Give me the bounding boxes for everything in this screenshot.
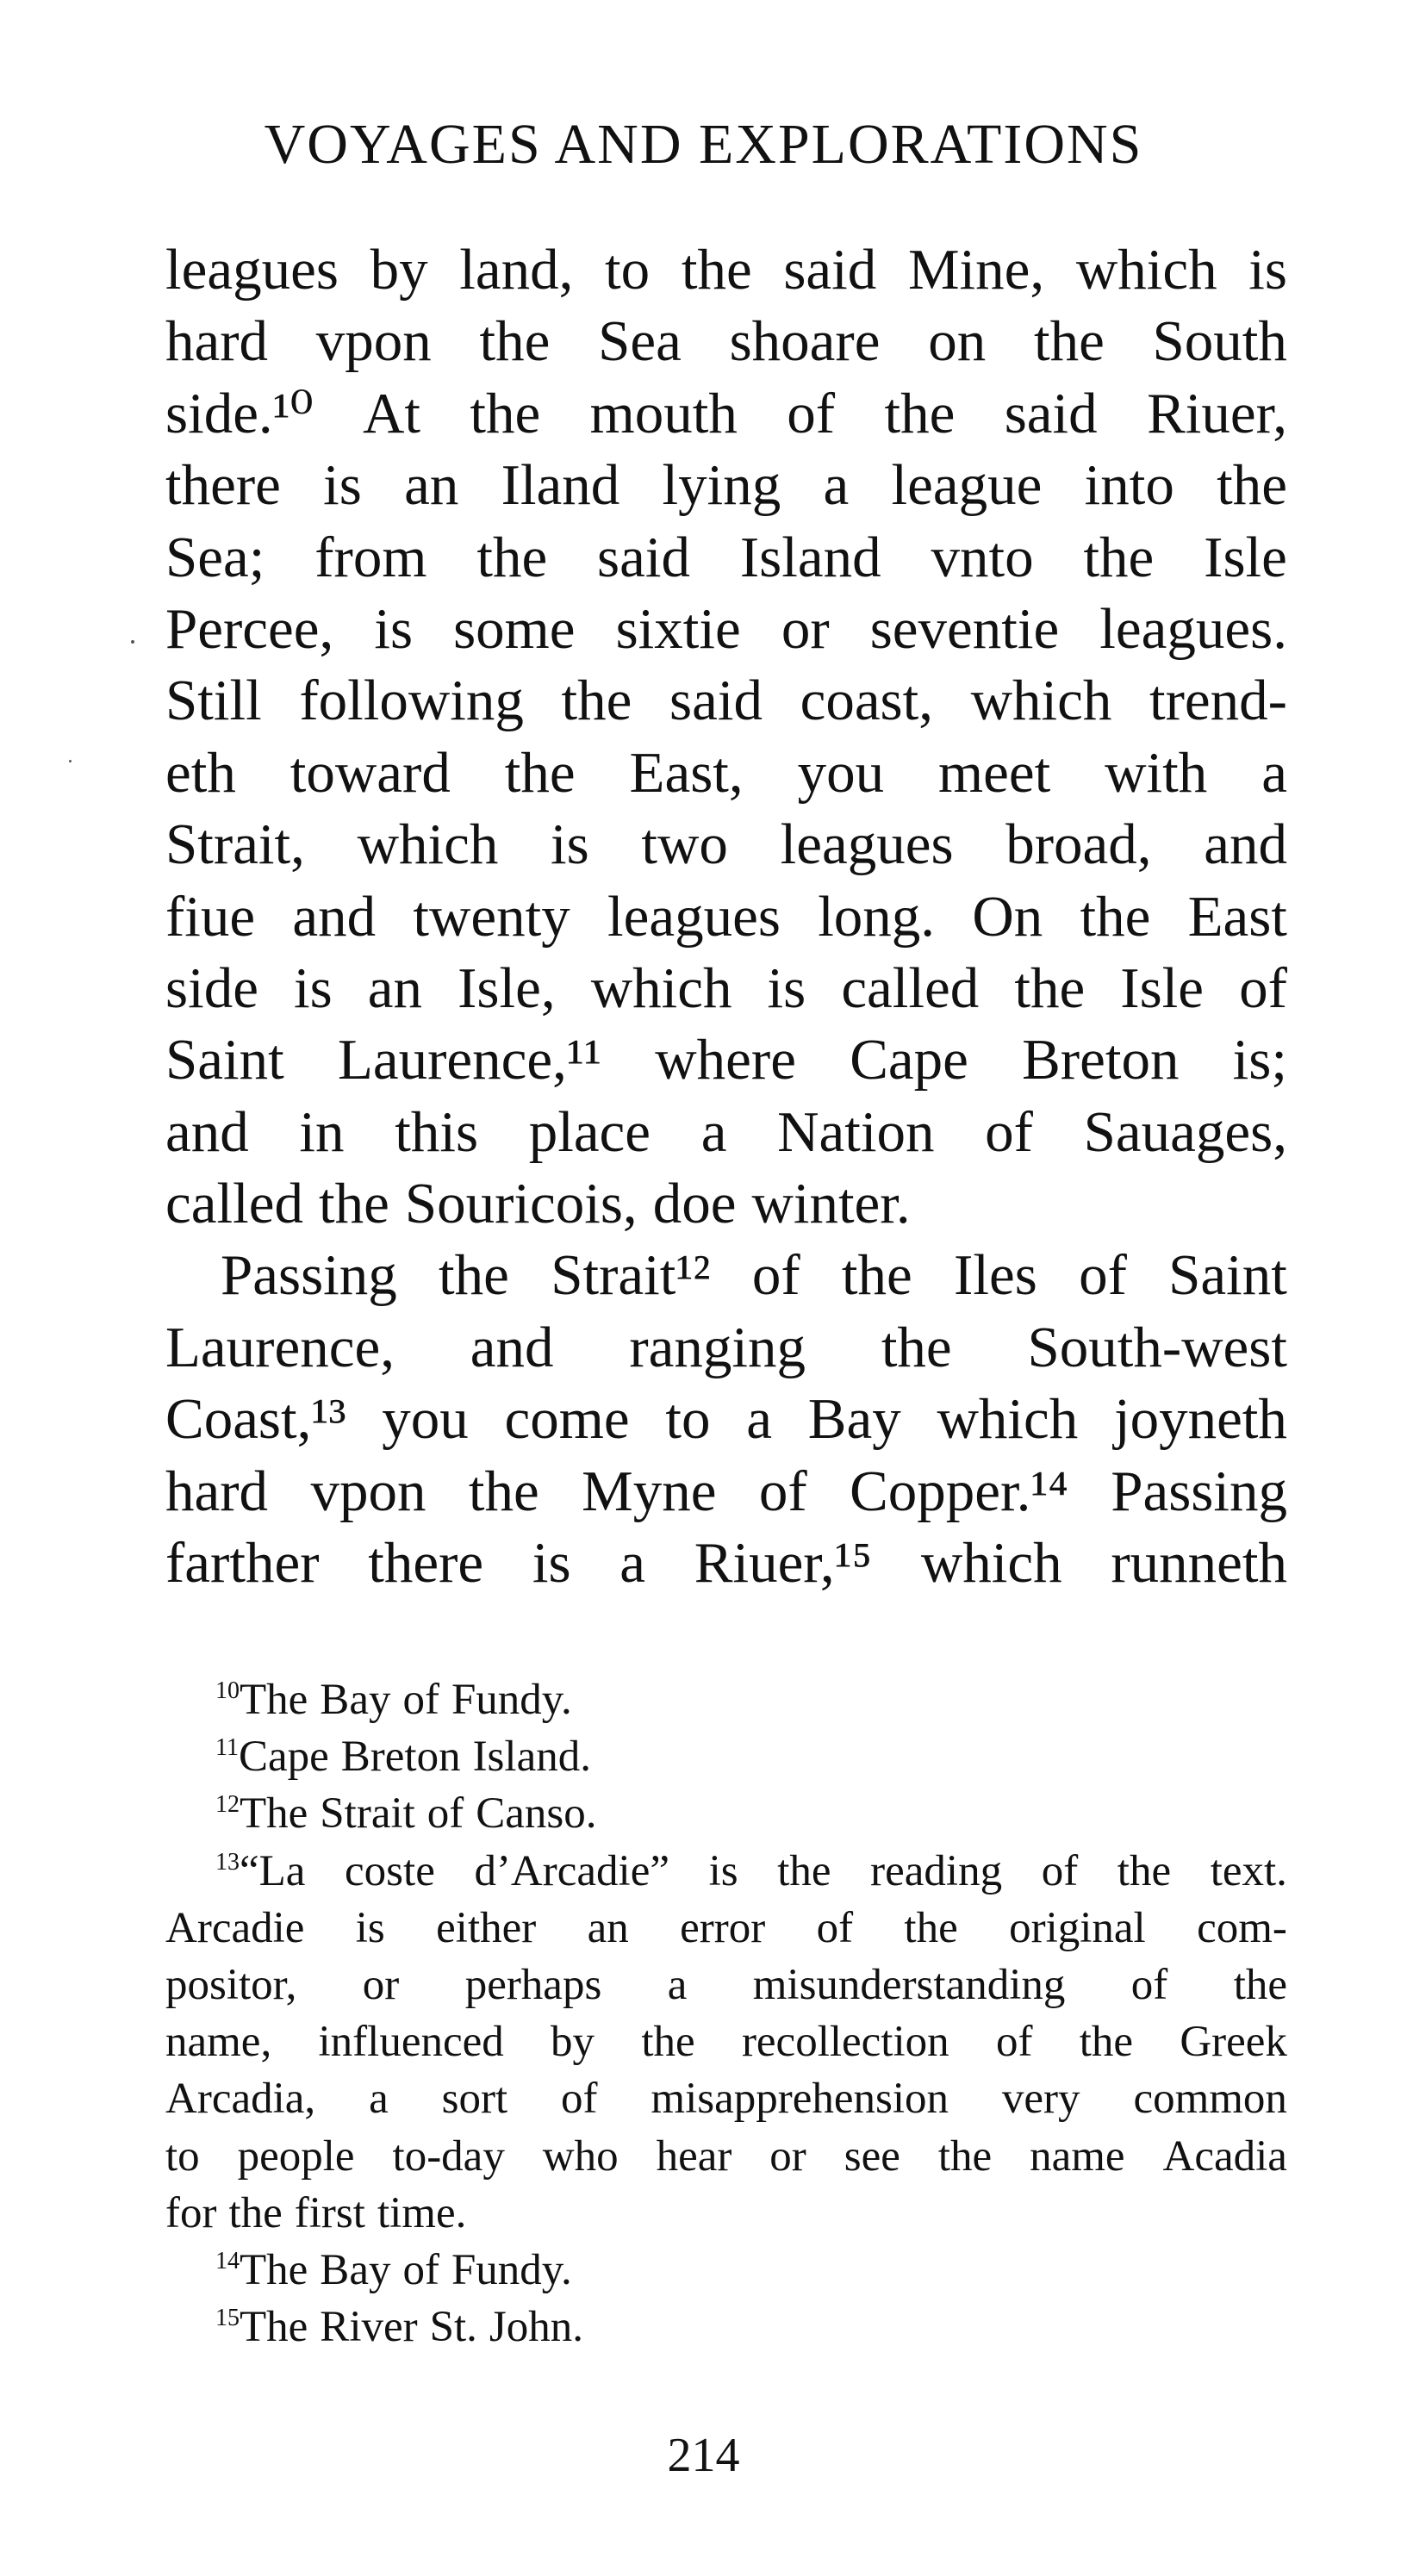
word: see [844,2131,900,2181]
footnote-number: 11 [215,1734,239,1762]
word: of [1130,1960,1168,2009]
word: which [357,812,499,877]
word: which [1075,238,1217,302]
word: which [937,1387,1079,1452]
word: to [605,238,651,302]
word: positor, [165,1960,297,2009]
word: by [551,2018,595,2067]
word: vpon [315,309,432,374]
word: Breton [340,1733,461,1782]
word: first [294,2188,365,2237]
word-text: Cape [238,1733,329,1782]
word: fiue [165,884,256,949]
word: recollection [741,2018,949,2067]
word: a [369,2075,389,2124]
footnote-line [165,2299,1287,2355]
footnote-line [165,1671,1287,1728]
footnote-number: 12 [215,1791,240,1819]
word: Passing [221,1243,397,1308]
word: a [823,453,850,518]
word: At [363,381,421,445]
word: there [165,453,281,518]
body-line [165,1240,1287,1311]
word: from [314,525,427,589]
body-line [165,306,1287,377]
word: the [439,1243,509,1308]
word: Breton [1022,1028,1180,1092]
word: misapprehension [651,2075,949,2124]
word: Laurence, [165,1315,395,1379]
body-line [165,737,1287,809]
word: Bay [320,1676,391,1724]
word: the [937,2131,993,2181]
word: perhaps [464,1960,602,2009]
word: influenced [318,2018,504,2067]
body-line [165,1528,1287,1599]
word: said [1004,381,1098,445]
word: d’Arcadie” [474,1846,669,1895]
word: of [426,1789,464,1839]
body-line [165,594,1287,665]
word: the [561,669,632,733]
word: a [667,1960,688,2009]
word-text: The [240,1789,308,1839]
word: an [367,955,423,1020]
word: of [758,1459,807,1523]
word: is [294,955,333,1020]
word: league [891,453,1043,518]
word: Copper.¹⁴ [850,1459,1068,1523]
word-text: The [240,2303,308,2352]
word: the [904,1903,958,1952]
word: trend- [1149,669,1287,733]
word: the [777,1846,831,1895]
word: East, [629,740,744,805]
word: where [655,1028,796,1092]
word: joyneth [1113,1387,1287,1452]
word: Bay [807,1387,901,1452]
word: Fundy. [451,2245,572,2294]
footnote-line [165,1728,1287,1785]
word: which [920,1531,1062,1596]
word: text. [1210,1846,1287,1895]
footnote-line [165,2070,1287,2127]
word: called [165,1172,303,1236]
word: Iland [501,453,620,518]
word-text: “La [240,1846,306,1895]
word: South-west [1027,1315,1287,1379]
body-line [165,1168,1287,1240]
word: and [165,1099,249,1164]
body-line [165,234,1287,306]
body-text [165,234,1287,1599]
word: the [1079,2018,1134,2067]
word: Souricois, [404,1172,638,1236]
word: is [767,955,806,1020]
word: by [370,238,428,302]
word: of [787,381,836,445]
word: seventie [869,596,1060,661]
word: for [165,2188,217,2237]
word: the [468,1459,539,1523]
word: leagues [165,238,339,302]
footnote-number: 14 [215,2247,240,2274]
word: leagues [607,884,781,949]
word: reading [870,1846,1003,1895]
word: sixtie [615,596,741,661]
word: and [470,1315,554,1379]
word: Isle, [458,955,556,1020]
word: Sauages, [1083,1099,1287,1164]
footnote-line [165,2185,1287,2242]
word: a [1261,740,1287,805]
word: land, [459,238,574,302]
word: Isle [1204,525,1287,589]
word: said [597,525,690,589]
footnote-line [165,2013,1287,2070]
word: the [470,381,541,445]
body-line [165,522,1287,594]
word [215,2299,308,2355]
body-line [165,1312,1287,1384]
word: Riuer,¹⁵ [694,1531,873,1596]
word: Percee, [165,596,334,661]
word: time. [377,2188,467,2237]
word: you [797,740,885,805]
word: is [374,596,414,661]
word: is [1248,238,1287,302]
word: the [1083,525,1155,589]
body-line [165,809,1287,880]
word: doe [652,1172,737,1236]
word: hear [656,2131,732,2181]
word: farther [165,1531,320,1596]
word: sort [441,2075,508,2124]
word: into [1084,453,1174,518]
word: Passing [1111,1459,1287,1523]
word: Sea [598,309,682,374]
word: Cape [850,1028,968,1092]
word-text: The [240,1676,308,1724]
word: the [681,238,752,302]
word: with [1105,740,1208,805]
word: coste [345,1846,435,1895]
word: vnto [931,525,1034,589]
word: Arcadia, [165,2075,316,2124]
footnote-number: 10 [215,1677,240,1704]
word: the [1217,453,1287,518]
word: Island. [472,1733,591,1782]
word: Laurence,¹¹ [337,1028,602,1092]
word: of [1239,955,1287,1020]
word: the [1117,1846,1172,1895]
word: Still [165,669,262,733]
word: Riuer, [1147,381,1287,445]
word: to-day [392,2131,505,2181]
word: the [318,1172,389,1236]
word: the [504,740,576,805]
body-line [165,1024,1287,1096]
word: called [841,955,980,1020]
word: the [1014,955,1086,1020]
word: Arcadie [165,1903,305,1952]
word: come [504,1387,630,1452]
word: lying [662,453,781,518]
word: Isle [1120,955,1205,1020]
word [215,1785,308,1842]
word: common [1133,2075,1287,2124]
word: John. [489,2303,584,2352]
footnote-line [165,2242,1287,2299]
word: toward [289,740,451,805]
word: ranging [629,1315,806,1379]
word: the [641,2018,695,2067]
word: an [404,453,459,518]
word: the [479,309,551,374]
footnote-line [165,1900,1287,1957]
word: Fundy. [451,1676,572,1724]
word: shoare [729,309,881,374]
word: and [1204,812,1287,877]
word: original [1009,1903,1146,1952]
word: name [1030,2131,1125,2181]
word: leagues [780,812,954,877]
word: very [1001,2075,1080,2124]
word: the [1080,884,1151,949]
word: Mine, [907,238,1045,302]
footnotes [165,1671,1287,2355]
word: Iles [954,1243,1037,1308]
word: side.¹⁰ [165,381,314,445]
word: the [884,381,956,445]
word: either [436,1903,537,1952]
word: misunderstanding [752,1960,1066,2009]
footnote-number: 13 [215,1848,240,1876]
word: is [355,1903,385,1952]
word: to [665,1387,711,1452]
word: mouth [589,381,738,445]
word: Coast,¹³ [165,1387,346,1452]
word: to [165,2131,200,2181]
word: two [641,812,728,877]
word: River [320,2303,418,2352]
word: a [746,1387,773,1452]
word: is [323,453,362,518]
word: a [619,1531,646,1596]
word: of [985,1099,1033,1164]
word: winter. [751,1172,911,1236]
word: place [528,1099,651,1164]
word: this [395,1099,479,1164]
word: On [972,884,1043,949]
word: of [1079,1243,1127,1308]
running-head: VOYAGES AND EXPLORATIONS [264,113,1143,176]
word: the [1033,309,1105,374]
word: vpon [310,1459,426,1523]
word: is; [1232,1028,1287,1092]
word [215,2242,308,2299]
word: which [590,955,732,1020]
word: Canso. [476,1789,597,1839]
word: a [700,1099,727,1164]
word: you [382,1387,469,1452]
word: the [1233,1960,1287,2009]
word: side [165,955,258,1020]
word [215,1728,329,1785]
word: an [587,1903,629,1952]
word: Bay [320,2245,391,2294]
word: Myne [582,1459,717,1523]
word: name, [165,2018,272,2067]
word: people [237,2131,355,2181]
body-line [165,378,1287,450]
word: Strait [320,1789,415,1839]
word: and [292,884,377,949]
word: the [476,525,548,589]
footnote-line [165,1843,1287,1900]
word: on [928,309,987,374]
body-line [165,953,1287,1024]
word: Greek [1180,2018,1287,2067]
footnote-line [165,1785,1287,1842]
footnote-number: 15 [215,2305,240,2332]
word: broad, [1005,812,1152,877]
word: runneth [1111,1531,1287,1596]
page-number: 214 [667,2429,740,2482]
word: com- [1197,1903,1287,1952]
word: Strait, [165,812,305,877]
word: Saint [1168,1243,1287,1308]
word: South [1152,309,1287,374]
word [215,1843,305,1900]
word: of [995,2018,1033,2067]
footnote-line [165,2128,1287,2185]
body-line [165,1384,1287,1455]
word: the [881,1315,952,1379]
scan-speck [69,760,72,762]
word: East [1187,884,1287,949]
word: following [299,669,524,733]
footnote-line [165,1957,1287,2013]
word: hard [165,309,269,374]
word: of [402,2245,439,2294]
word: long. [818,884,936,949]
word: eth [165,740,236,805]
word: of [816,1903,854,1952]
word: Sea; [165,525,265,589]
word: of [1041,1846,1079,1895]
word: there [368,1531,484,1596]
word: the [228,2188,283,2237]
word: or [769,2131,806,2181]
word: in [299,1099,345,1164]
word: Acadia [1162,2131,1287,2181]
word: is [708,1846,738,1895]
word: St. [429,2303,477,2352]
word-text: The [240,2245,308,2294]
word: is [551,812,589,877]
word: of [402,1676,439,1724]
word: or [362,1960,400,2009]
word: leagues. [1099,596,1287,661]
word: coast, [800,669,933,733]
scan-speck [131,640,134,644]
word: which [970,669,1112,733]
word: Strait¹² [551,1243,711,1308]
word: of [751,1243,800,1308]
word: some [453,596,576,661]
word: Nation [777,1099,935,1164]
word: the [841,1243,912,1308]
word: is [532,1531,571,1596]
word: said [669,669,763,733]
word: Island [739,525,881,589]
body-line [165,881,1287,953]
word: meet [938,740,1051,805]
word [215,1671,308,1728]
word: hard [165,1459,269,1523]
word: who [542,2131,619,2181]
word: twenty [413,884,570,949]
body-line [165,450,1287,521]
body-line [165,665,1287,737]
body-line [165,1097,1287,1168]
body-line [165,1456,1287,1528]
word: Saint [165,1028,284,1092]
word: said [783,238,877,302]
word: error [680,1903,766,1952]
word: of [561,2075,598,2124]
word: or [781,596,830,661]
